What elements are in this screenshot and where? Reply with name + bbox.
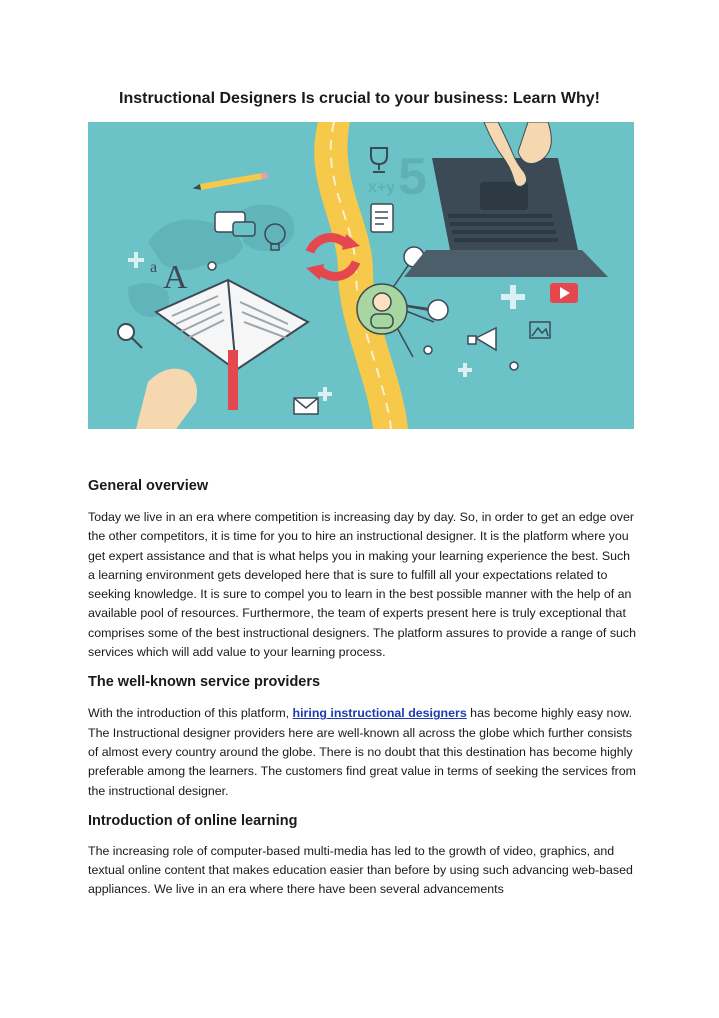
section-service-providers [88, 672, 638, 800]
section-heading-service-providers: The well-known service providers [88, 674, 321, 691]
paragraph-general-overview: Today we live in an era where competition is increasing day by day. So, in order to get an edge over the other competitors, it is time for you to hire an instructional designer. It is the platform where you get expert assistance and that is what helps you in making your learning experience the best. Such a learning environment gets developed here that is sure to fulfill all your expectations related to seeking knowledge. It is sure to compel you to learn in the best possible manner with the help of an available pool of resources. Furthermore, the team of experts present here is truly exceptional that comprises some of the best instructional designers. The platform assures to provide a range of such services which will add value to your learning process. [88, 510, 636, 660]
play-button-icon [550, 283, 578, 303]
article-body [88, 476, 638, 900]
paragraph-text-before-link: With the introduction of this platform, [88, 706, 293, 721]
hero-illustration [88, 122, 634, 429]
svg-text:a: a [150, 259, 158, 276]
document-title: Instructional Designers Is crucial to your business: Learn Why! [119, 90, 600, 107]
formula-label: x+y [368, 179, 396, 196]
paragraph-online-learning: The increasing role of computer-based multi-media has led to the growth of video, graphics, and textual online content that makes education easier than before by using such advancing web-based appliances. We live in an era where there have been several advancements [88, 843, 633, 897]
section-online-learning [88, 811, 638, 900]
paragraph-text-after-link: has become highly easy now. The Instructional designer providers here are well-known all across the globe which further consists of almost every country around the globe. There is no doubt that this destination has become highly preferable among the learners. The customers find great value in terms of seeking the services from the instructional designer. [88, 706, 636, 798]
section-heading-general-overview: General overview [88, 478, 209, 494]
envelope-icon [294, 398, 318, 414]
svg-text:5: 5 [398, 148, 427, 206]
document-icon [371, 204, 393, 232]
letter-a-label: A [163, 259, 188, 296]
section-heading-online-learning: Introduction of online learning [88, 812, 298, 829]
paragraph-service-providers [88, 704, 638, 800]
hiring-instructional-designers-link[interactable]: hiring instructional designers [292, 706, 467, 721]
